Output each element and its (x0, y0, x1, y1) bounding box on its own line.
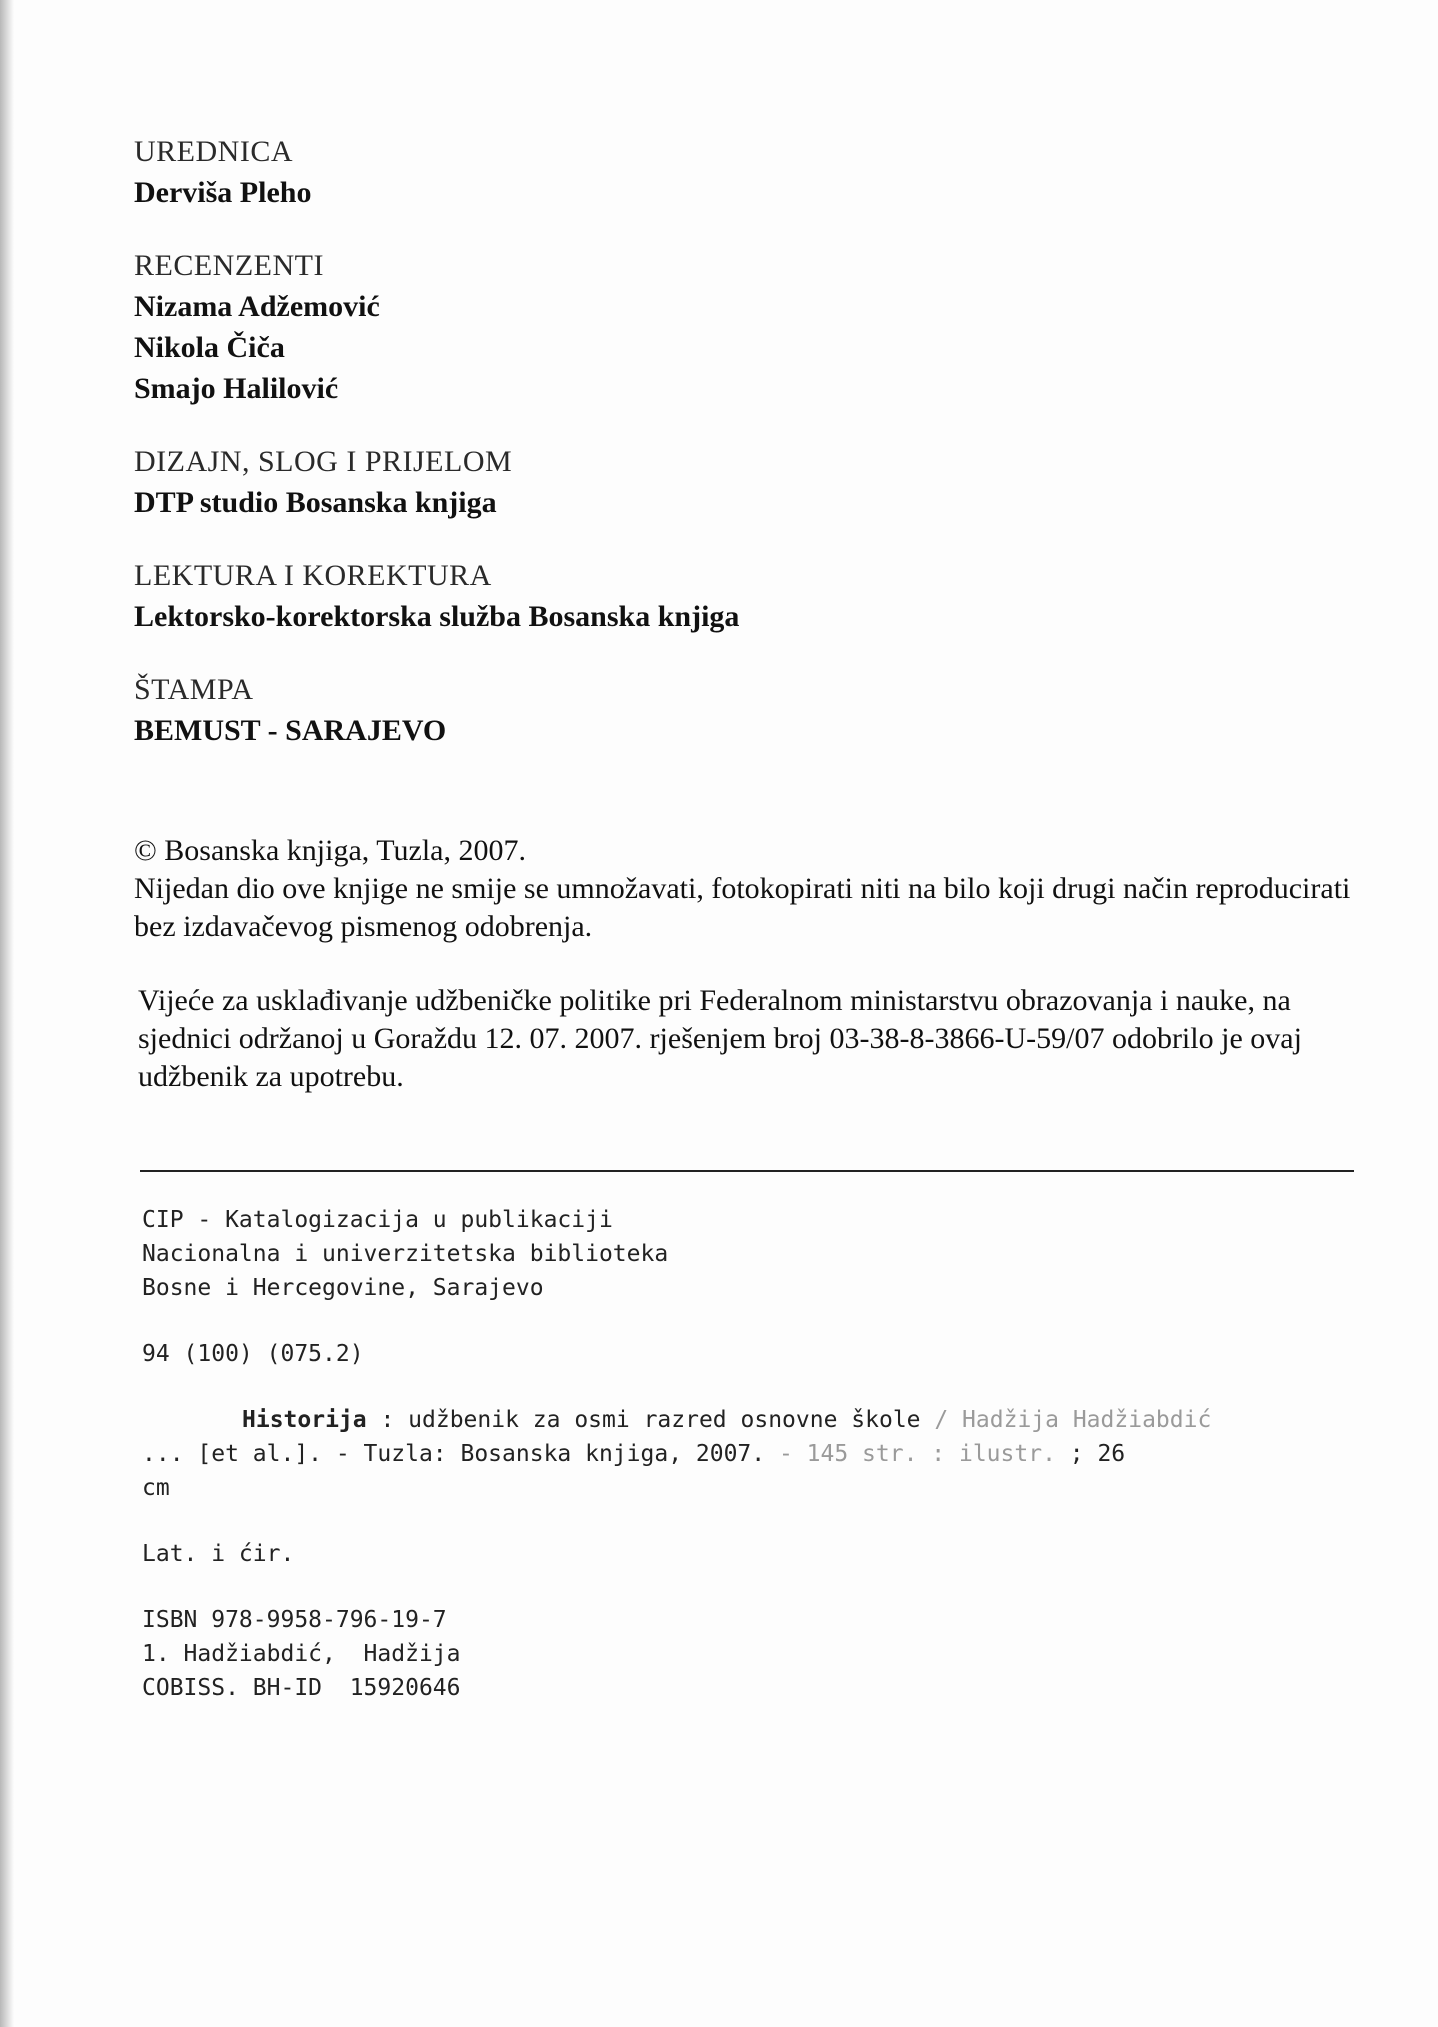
page-edge-shadow (0, 0, 14, 2027)
copyright-section (134, 832, 1364, 946)
cip-header-line: CIP - Katalogizacija u publikaciji (142, 1207, 613, 1233)
approval-text: Vijeće za usklađivanje udžbeničke politike pri Federalnom ministarstvu obrazovanja i nauke, na sjednici održanoj u Goraždu 12. 07. 2007. rješenjem broj 03-38-8-3866-U-59/07 odobrilo je ovaj udžbenik za upotrebu. (138, 984, 1302, 1093)
reviewers-label: RECENZENTI (134, 249, 324, 282)
copyright-line: © Bosanska knjiga, Tuzla, 2007. (134, 834, 526, 867)
design-name: DTP studio Bosanska knjiga (134, 486, 497, 519)
design-block (134, 442, 1334, 523)
credits-section (134, 132, 1334, 784)
editor-block (134, 132, 1334, 213)
cip-script: Lat. i ćir. (142, 1541, 295, 1567)
cip-header-line: Bosne i Hercegovine, Sarajevo (142, 1275, 544, 1301)
cip-header-line: Nacionalna i univerzitetska biblioteka (142, 1241, 669, 1267)
reviewers-block (134, 246, 1334, 409)
cip-title: Historija (242, 1407, 367, 1433)
cip-isbn: ISBN 978-9958-796-19-7 (142, 1607, 447, 1633)
divider-line (140, 1170, 1354, 1172)
reviewer-name: Smajo Halilović (134, 372, 339, 405)
cip-cobiss: COBISS. BH-ID 15920646 (142, 1675, 461, 1701)
cip-entry-line: Historija : udžbenik za osmi razred osnovne škole / Hadžija Hadžiabdić (242, 1407, 1212, 1433)
reviewer-name: Nikola Čiča (134, 331, 285, 364)
design-label: DIZAJN, SLOG I PRIJELOM (134, 445, 513, 478)
print-block (134, 670, 1334, 751)
editor-label: UREDNICA (134, 135, 293, 168)
approval-section (138, 982, 1368, 1096)
reviewer-name: Nizama Adžemović (134, 290, 380, 323)
cip-author: 1. Hadžiabdić, Hadžija (142, 1641, 461, 1667)
cip-entry-line: ... [et al.]. - Tuzla: Bosanska knjiga, 2007. - 145 str. : ilustr. ; 26 (142, 1441, 1126, 1467)
copyright-notice: Nijedan dio ove knjige ne smije se umnožavati, fotokopirati niti na bilo koji drugi način reproducirati bez izdavačevog pismenog odobrenja. (134, 872, 1351, 943)
cip-udc: 94 (100) (075.2) (142, 1341, 364, 1367)
print-label: ŠTAMPA (134, 673, 254, 706)
print-name: BEMUST - SARAJEVO (134, 714, 447, 747)
proofreading-label: LEKTURA I KOREKTURA (134, 559, 492, 592)
proofreading-block (134, 556, 1334, 637)
proofreading-name: Lektorsko-korektorska služba Bosanska knjiga (134, 600, 740, 633)
cip-entry-line: cm (142, 1475, 170, 1501)
editor-name: Derviša Pleho (134, 176, 312, 209)
cip-record (142, 1203, 1372, 1705)
